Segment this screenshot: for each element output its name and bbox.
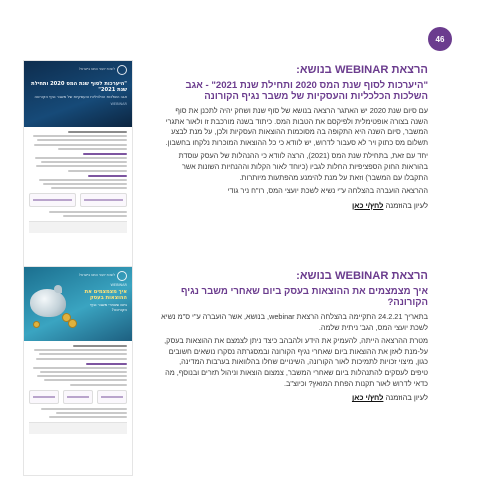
text-line [63,215,127,217]
section-title: הרצאת WEBINAR בנושא: [296,270,428,282]
thumbnail-body [24,127,132,236]
coin-icon [68,319,77,328]
text-line [73,345,127,347]
text-line [33,135,127,137]
text-line [86,363,127,365]
thumbnail-headline: "היערכות לסוף שנת המס 2020 ותחילת שנת 2021" [31,81,127,93]
text-line [83,153,127,155]
text-line [68,170,127,172]
text-line [39,353,127,355]
text-line [36,358,127,360]
text-line [88,175,127,177]
section-body [160,312,428,389]
text-line [51,187,127,189]
section-paragraph: מטרת ההרצאה הייתה, להעמיק את הידע ולהבהב כיצד ניתן לצמצם את ההוצאות בעסק, על-מנת לאזן את ההוצאות ביום שאחרי נגיף הקורונה ובמסגרתה נסקרו נושאים חשובים כגון, מיצוי זכויות לתמיכות לאור הקורונה, השינויים שחלו בהלוואות בערבות המדינה, טיפים לעסקים להתנהלות ביום שאחרי המשבר, צמצום הוצאות וניהול תזרים ובנוסף, מה כדאי לדרוש לאור תקנות הפחת המואץ? וכיוצ"ב. [164,336,428,388]
thumbnail-cards [29,193,127,207]
invitation-link[interactable]: לחץ/י כאן [351,200,384,210]
text-line [44,379,127,381]
info-card [97,390,127,404]
thumbnail-hero [24,267,132,341]
section-subtitle: איך מצמצמים את ההוצאות בעסק ביום שאחרי משבר נגיף הקורונה? [180,286,428,308]
invitation-link[interactable]: לחץ/י כאן [351,393,384,403]
text-line [70,384,127,386]
section-subtitle: "היערכות לסוף שנת המס 2020 ותחילת שנת 2021" - אגב השלכות הכלכליות והעסקיות של משבר נגיף הקורונה [185,80,428,102]
section-body [160,106,428,197]
webinar-section-1 [160,64,428,211]
info-card [29,390,59,404]
text-line [37,139,127,141]
text-line [33,367,127,369]
thumbnail-subline: ביום שאחרי משבר נגיף הקורונה? [90,302,127,312]
coin-icon [33,321,40,328]
info-card [29,193,76,207]
thumbnail-tag: WEBINAR [110,283,127,287]
text-line [37,375,127,377]
text-line [34,349,127,351]
text-line [58,148,127,150]
section-paragraph: בתאריך 24.2.21 התקיימה בהצלחה הרצאת webinar, בנושא, אשר הועברה ע"י ס"מ נשיא לשכת יועצי המס, הגב' ניתית שלמה. [161,312,428,332]
page-number-badge: 46 [428,27,452,51]
invitation-thumbnail-1[interactable] [23,60,133,268]
text-line [39,179,127,181]
invitation-link-row [160,201,428,211]
text-line [43,183,127,185]
logo-emblem-icon [117,65,127,75]
text-line [41,161,127,163]
logo-emblem-icon [117,271,127,281]
thumbnail-tag: WEBINAR [110,101,127,106]
thumbnail-cards [29,390,127,404]
section-paragraph: עם סיום שנת 2020 יש האתגר הרצאה בנושא של סוף שנת ושחק יהיה לתכנן את סוף השנה בצורה אופטימלית ולפיקסם את הטבות המס. כיתוד בשנה מורכבת זו ולאור אתגרי המשבר, סיום השנה היא התקופה בה מסוכמות ההוצאות העסקיות ולכן, על מנת לבצע תשלום מס כתוק ויר לא סעבור לדרוש, יש לוודא כי כל ההוצאות המוכרות נלקחו בחשבון. [165,106,428,147]
text-line [40,371,127,373]
thumbnail-footer [29,422,127,434]
text-line [36,165,127,167]
section-paragraph: יחד עם זאת, בתחילת שנת המס (2021), הרצה לוודא כי ההנהלות של העסק עוסדת בהוראות החוק הספציפיות החלות לגביו (כיוחד לאור הקלות וההנחיות השונות אשר התקבלו עם המשבר) וזאת על מנת להימנע מהפתעות מיותרות. [178,151,428,182]
text-line [35,157,127,159]
piggy-bank-ear [54,285,62,293]
invitation-link-prefix: לעיון בהוזמנה [385,393,428,403]
info-card [63,390,93,404]
section-paragraph: ההרצאה הועברה בהצלחה ע"י נשיא לשכת יועצי המס, רו"ח ניר גודי [227,186,428,196]
webinar-section-2 [160,270,428,403]
logo-text: לשכת יועצי המס בישראל [78,273,115,277]
text-line [34,144,127,146]
info-card [80,193,127,207]
invitation-link-prefix: לעיון בהוזמנה [385,200,428,210]
section-title: הרצאת WEBINAR בנושא: [296,64,428,76]
logo-text: לשכת יועצי המס בישראל [78,67,115,71]
thumbnail-subline: אגב השלכות הכלכליות והעסקיות של משבר נגיף הקורונה [34,94,127,99]
thumbnail-hero [24,61,132,127]
text-line [49,211,127,213]
thumbnail-body [24,341,132,437]
text-line [56,412,127,414]
text-line [68,131,127,133]
piggy-bank-icon [30,289,66,317]
thumbnail-footer [29,221,127,233]
text-line [41,408,127,410]
text-line [49,416,127,418]
invitation-link-row [160,393,428,403]
thumbnail-headline: איך מצמצמים את ההוצאות בעסק [84,289,127,301]
invitation-thumbnail-2[interactable] [23,266,133,476]
